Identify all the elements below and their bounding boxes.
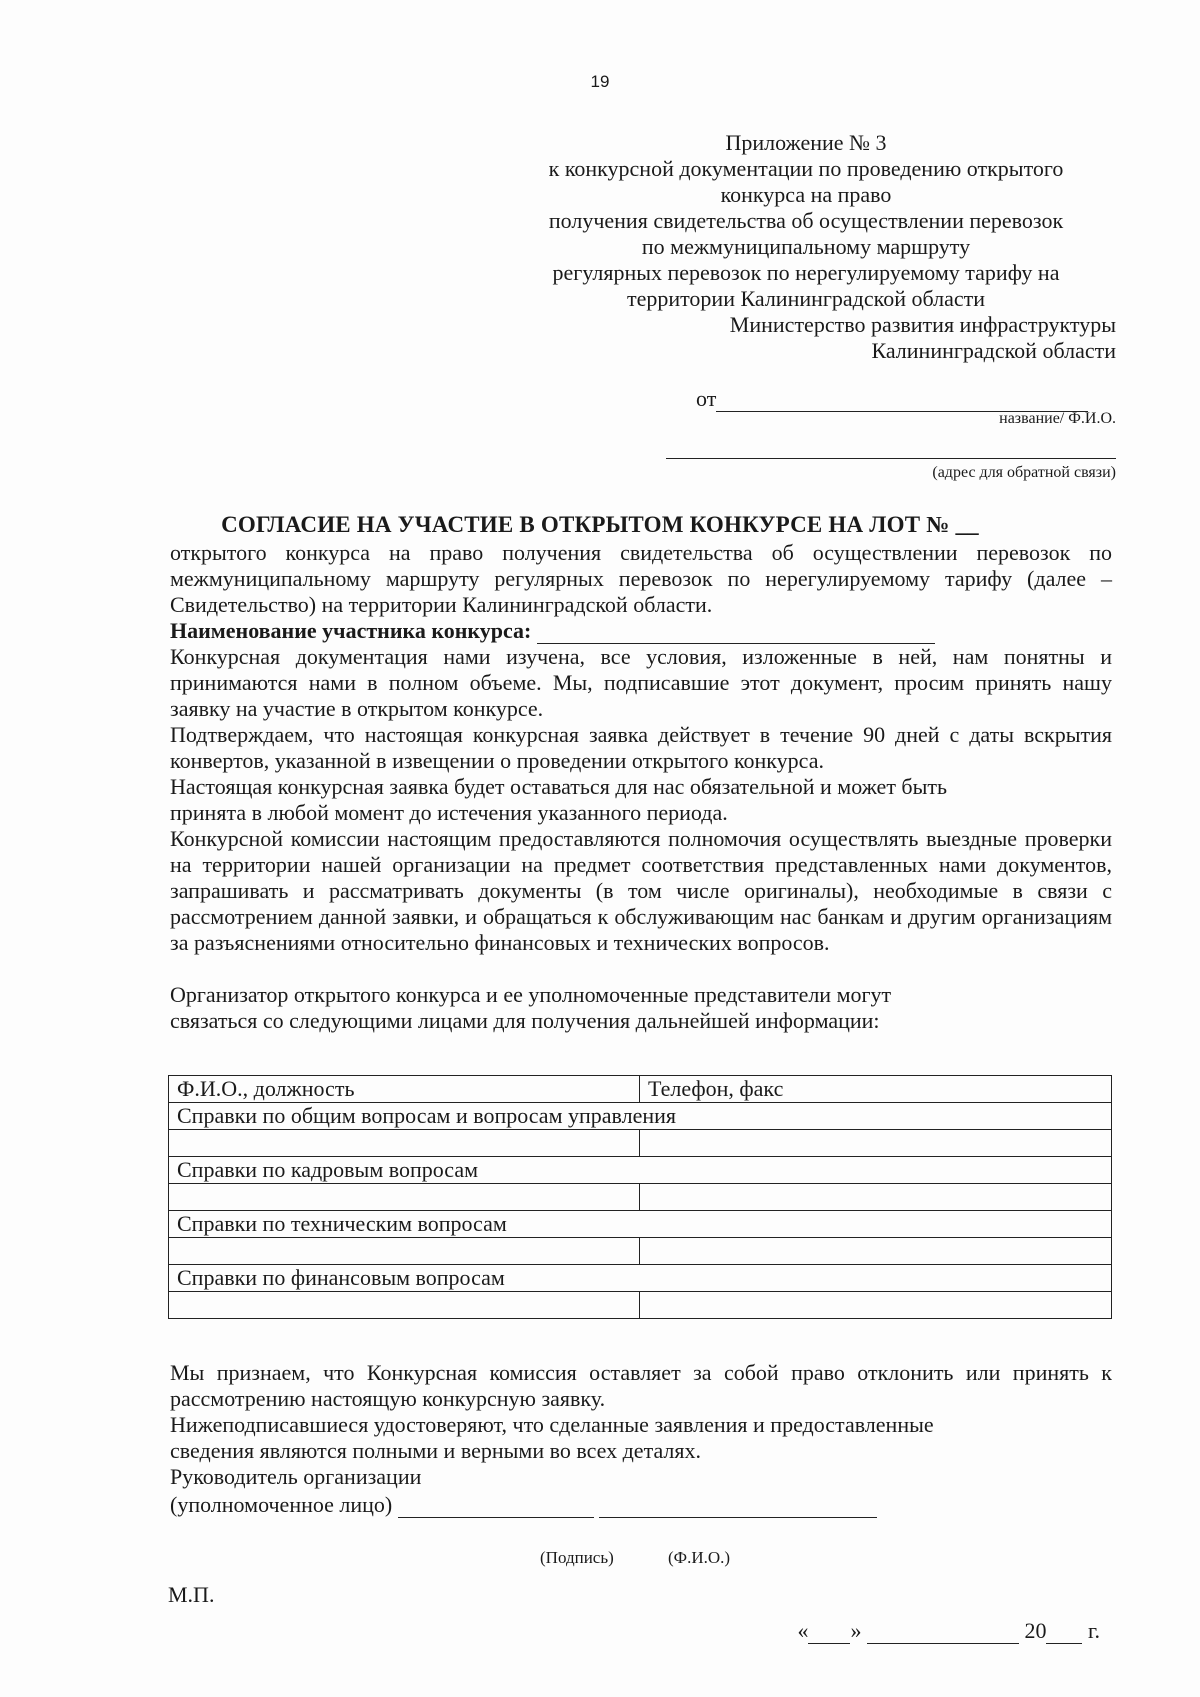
paragraph-rights: Мы признаем, что Конкурсная комиссия оставляет за собой право отклонить или принять к рассмотрению настоящую конкурсную заявку.	[170, 1360, 1112, 1411]
section-personnel: Справки по кадровым вопросам	[169, 1157, 1112, 1184]
from-caption: название/ Ф.И.О.	[999, 410, 1116, 427]
from-blank-line[interactable]	[716, 389, 1088, 412]
stamp-label: М.П.	[168, 1582, 215, 1607]
authorized-label: (уполномоченное лицо)	[170, 1492, 393, 1517]
section-financial: Справки по финансовым вопросам	[169, 1265, 1112, 1292]
fio-blank-line[interactable]	[599, 1495, 877, 1518]
ministry-line: Министерство развития инфраструктуры	[729, 312, 1116, 337]
appendix-line: регулярных перевозок по нерегулируемому тарифу на	[552, 260, 1060, 285]
appendix-line: Приложение № 3	[725, 130, 887, 155]
table-row	[169, 1238, 1112, 1265]
date-quote-close: »	[850, 1618, 862, 1643]
day-blank[interactable]	[808, 1623, 850, 1644]
appendix-line: к конкурсной документации по проведению открытого	[548, 156, 1064, 181]
paragraph-validity: Подтверждаем, что настоящая конкурсная заявка действует в течение 90 дней с даты вскрытия конвертов, указанной в извещении о проведении открытого конкурса.	[170, 722, 1112, 773]
month-blank[interactable]	[867, 1623, 1019, 1644]
participant-label: Наименование участника конкурса:	[170, 618, 532, 643]
intro-paragraph: открытого конкурса на право получения свидетельства об осуществлении перевозок по межмуниципальному маршруту регулярных перевозок по нерегулируемому тарифу (далее – Свидетельство) на территории Калининградской области.	[170, 540, 1112, 617]
ministry-line: Калининградской области	[871, 338, 1116, 363]
appendix-line: конкурса на право	[720, 182, 892, 207]
document-title: СОГЛАСИЕ НА УЧАСТИЕ В ОТКРЫТОМ КОНКУРСЕ НА ЛОТ № __	[221, 512, 979, 537]
year-suffix: г.	[1087, 1618, 1100, 1643]
table-cell-fio[interactable]	[169, 1292, 640, 1319]
date-row	[797, 1618, 1100, 1644]
appendix-line: получения свидетельства об осуществлении перевозок	[548, 208, 1064, 233]
table-cell-fio[interactable]	[169, 1238, 640, 1265]
paragraph-commission: Конкурсной комиссии настоящим предоставляются полномочия осуществлять выездные проверки на территории нашей организации на предмет соответствия представленных нами документов, запрашивать и рассматривать документы (в том числе оригиналы), необходимые в связи с рассмотрением данной заявки, и обращаться к обслуживающим нас банкам и другим организациям за разъяснениями относительно финансовых и технических вопросов.	[170, 826, 1112, 955]
signature-blank-line[interactable]	[398, 1495, 594, 1518]
table-row	[169, 1184, 1112, 1211]
signature-caption: (Подпись)	[540, 1548, 614, 1567]
table-row	[169, 1292, 1112, 1319]
header-phone: Телефон, факс	[640, 1076, 1112, 1103]
table-cell-phone[interactable]	[640, 1292, 1112, 1319]
paragraph-organizer-2: связаться со следующими лицами для получения дальнейшей информации:	[170, 1008, 880, 1033]
head-label: Руководитель организации	[170, 1464, 422, 1489]
fio-caption: (Ф.И.О.)	[668, 1548, 731, 1567]
table-cell-phone[interactable]	[640, 1130, 1112, 1157]
table-section-row	[169, 1103, 1112, 1130]
section-technical: Справки по техническим вопросам	[169, 1211, 1112, 1238]
contacts-table	[168, 1075, 1112, 1319]
paragraph-binding-1: Настоящая конкурсная заявка будет оставаться для нас обязательной и может быть	[170, 774, 948, 799]
table-cell-phone[interactable]	[640, 1184, 1112, 1211]
year-prefix: 20	[1024, 1618, 1047, 1643]
year-blank[interactable]	[1046, 1623, 1082, 1644]
page-number: 19	[590, 72, 610, 91]
table-cell-phone[interactable]	[640, 1238, 1112, 1265]
table-row	[169, 1130, 1112, 1157]
paragraph-certify-1: Нижеподписавшиеся удостоверяют, что сделанные заявления и предоставленные	[170, 1412, 934, 1437]
paragraph-certify-2: сведения являются полными и верными во всех деталях.	[170, 1438, 702, 1463]
from-field-row	[696, 386, 1116, 412]
participant-blank-line[interactable]	[537, 621, 935, 644]
paragraph-documentation: Конкурсная документация нами изучена, все условия, изложенные в ней, нам понятны и принимаются нами в полном объеме. Мы, подписавшие этот документ, просим принять нашу заявку на участие в открытом конкурсе.	[170, 644, 1112, 721]
address-caption: (адрес для обратной связи)	[932, 464, 1116, 481]
header-fio: Ф.И.О., должность	[169, 1076, 640, 1103]
paragraph-binding-2: принята в любой момент до истечения указанного периода.	[170, 800, 728, 825]
appendix-header	[496, 130, 1116, 364]
table-header-row	[169, 1076, 1112, 1103]
participant-row	[170, 618, 1112, 644]
appendix-line: территории Калининградской области	[626, 286, 986, 311]
table-section-row	[169, 1265, 1112, 1292]
from-label: от	[696, 386, 717, 411]
table-section-row	[169, 1211, 1112, 1238]
date-quote-open: «	[797, 1618, 809, 1643]
paragraph-organizer-1: Организатор открытого конкурса и ее уполномоченные представители могут	[170, 982, 892, 1007]
section-general: Справки по общим вопросам и вопросам управления	[169, 1103, 1112, 1130]
table-section-row	[169, 1157, 1112, 1184]
appendix-line: по межмуниципальному маршруту	[641, 234, 971, 259]
table-cell-fio[interactable]	[169, 1184, 640, 1211]
address-blank-line[interactable]	[666, 458, 1116, 459]
signature-row	[170, 1492, 1112, 1518]
table-cell-fio[interactable]	[169, 1130, 640, 1157]
